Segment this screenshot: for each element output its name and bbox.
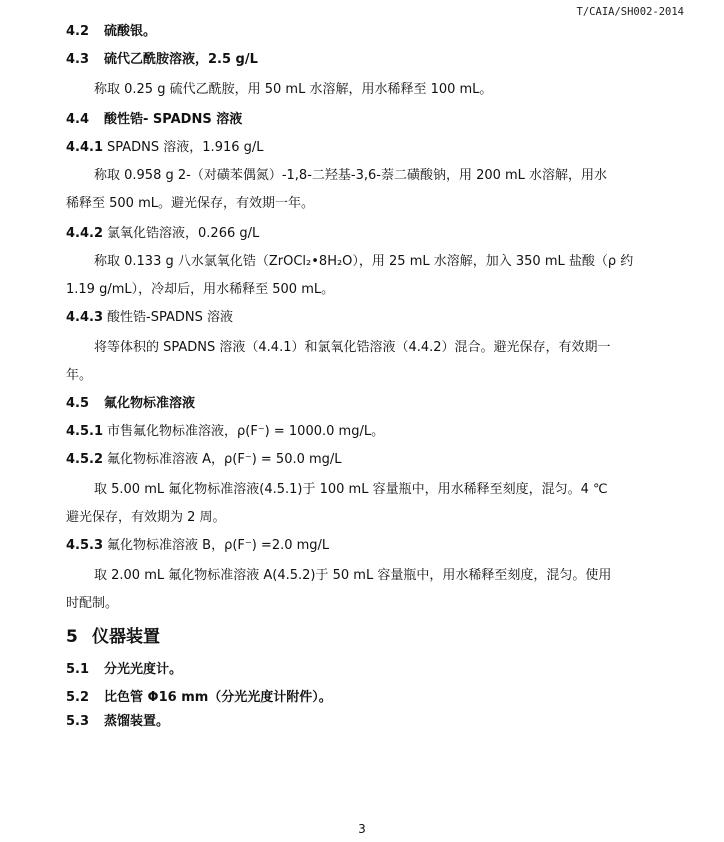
- document-id: T/CAIA/SH002-2014: [576, 6, 684, 18]
- section-4-4-3: 4.4.3 酸性锆-SPADNS 溶液: [66, 310, 233, 325]
- section-4-5: 4.5 氟化物标准溶液: [66, 396, 196, 411]
- paragraph: 时配制。: [66, 596, 119, 611]
- section-4-4-1: 4.4.1 SPADNS 溶液，1.916 g/L: [66, 140, 264, 155]
- paragraph: 1.19 g/mL），冷却后，用水稀释至 500 mL。: [66, 282, 335, 297]
- paragraph: 称取 0.25 g 硫代乙酰胺，用 50 mL 水溶解，用水稀释至 100 mL。: [94, 82, 493, 97]
- paragraph: 称取 0.958 g 2-（对磺苯偶氮）-1,8-二羟基-3,6-萘二磺酸钠，用 200 mL 水溶解，用水: [94, 168, 608, 183]
- paragraph: 将等体积的 SPADNS 溶液（4.4.1）和氯氧化锆溶液（4.4.2）混合。避光保存，有效期一: [94, 340, 611, 355]
- paragraph: 避光保存，有效期为 2 周。: [66, 510, 226, 525]
- paragraph: 年。: [66, 368, 93, 383]
- section-4-4-2: 4.4.2 氯氧化锆溶液，0.266 g/L: [66, 226, 260, 241]
- section-4-4: 4.4 酸性锆- SPADNS 溶液: [66, 112, 243, 127]
- section-4-5-2: 4.5.2 氟化物标准溶液 A，ρ(F⁻) = 50.0 mg/L: [66, 452, 342, 467]
- section-5-2: 5.2 比色管 Φ16 mm（分光光度计附件）。: [66, 690, 332, 705]
- paragraph: 稀释至 500 mL。避光保存，有效期一年。: [66, 196, 314, 211]
- paragraph: 取 2.00 mL 氟化物标准溶液 A(4.5.2)于 50 mL 容量瓶中，用水稀释至刻度，混匀。使用: [94, 568, 612, 583]
- section-5-3: 5.3 蒸馏装置。: [66, 714, 170, 729]
- page-number: 3: [358, 822, 366, 836]
- paragraph: 称取 0.133 g 八水氯氧化锆（ZrOCl₂•8H₂O），用 25 mL 水溶解，加入 350 mL 盐酸（ρ 约: [94, 254, 634, 269]
- section-5-heading: 5 仪器装置: [66, 627, 160, 647]
- section-4-3: 4.3 硫代乙酰胺溶液，2.5 g/L: [66, 52, 258, 67]
- section-4-5-3: 4.5.3 氟化物标准溶液 B，ρ(F⁻) =2.0 mg/L: [66, 538, 330, 553]
- section-5-1: 5.1 分光光度计。: [66, 662, 183, 677]
- section-4-5-1: 4.5.1 市售氟化物标准溶液，ρ(F⁻) = 1000.0 mg/L。: [66, 424, 385, 439]
- section-4-2: 4.2 硫酸银。: [66, 24, 157, 39]
- paragraph: 取 5.00 mL 氟化物标准溶液(4.5.1)于 100 mL 容量瓶中，用水稀释至刻度，混匀。4 ℃: [94, 482, 608, 497]
